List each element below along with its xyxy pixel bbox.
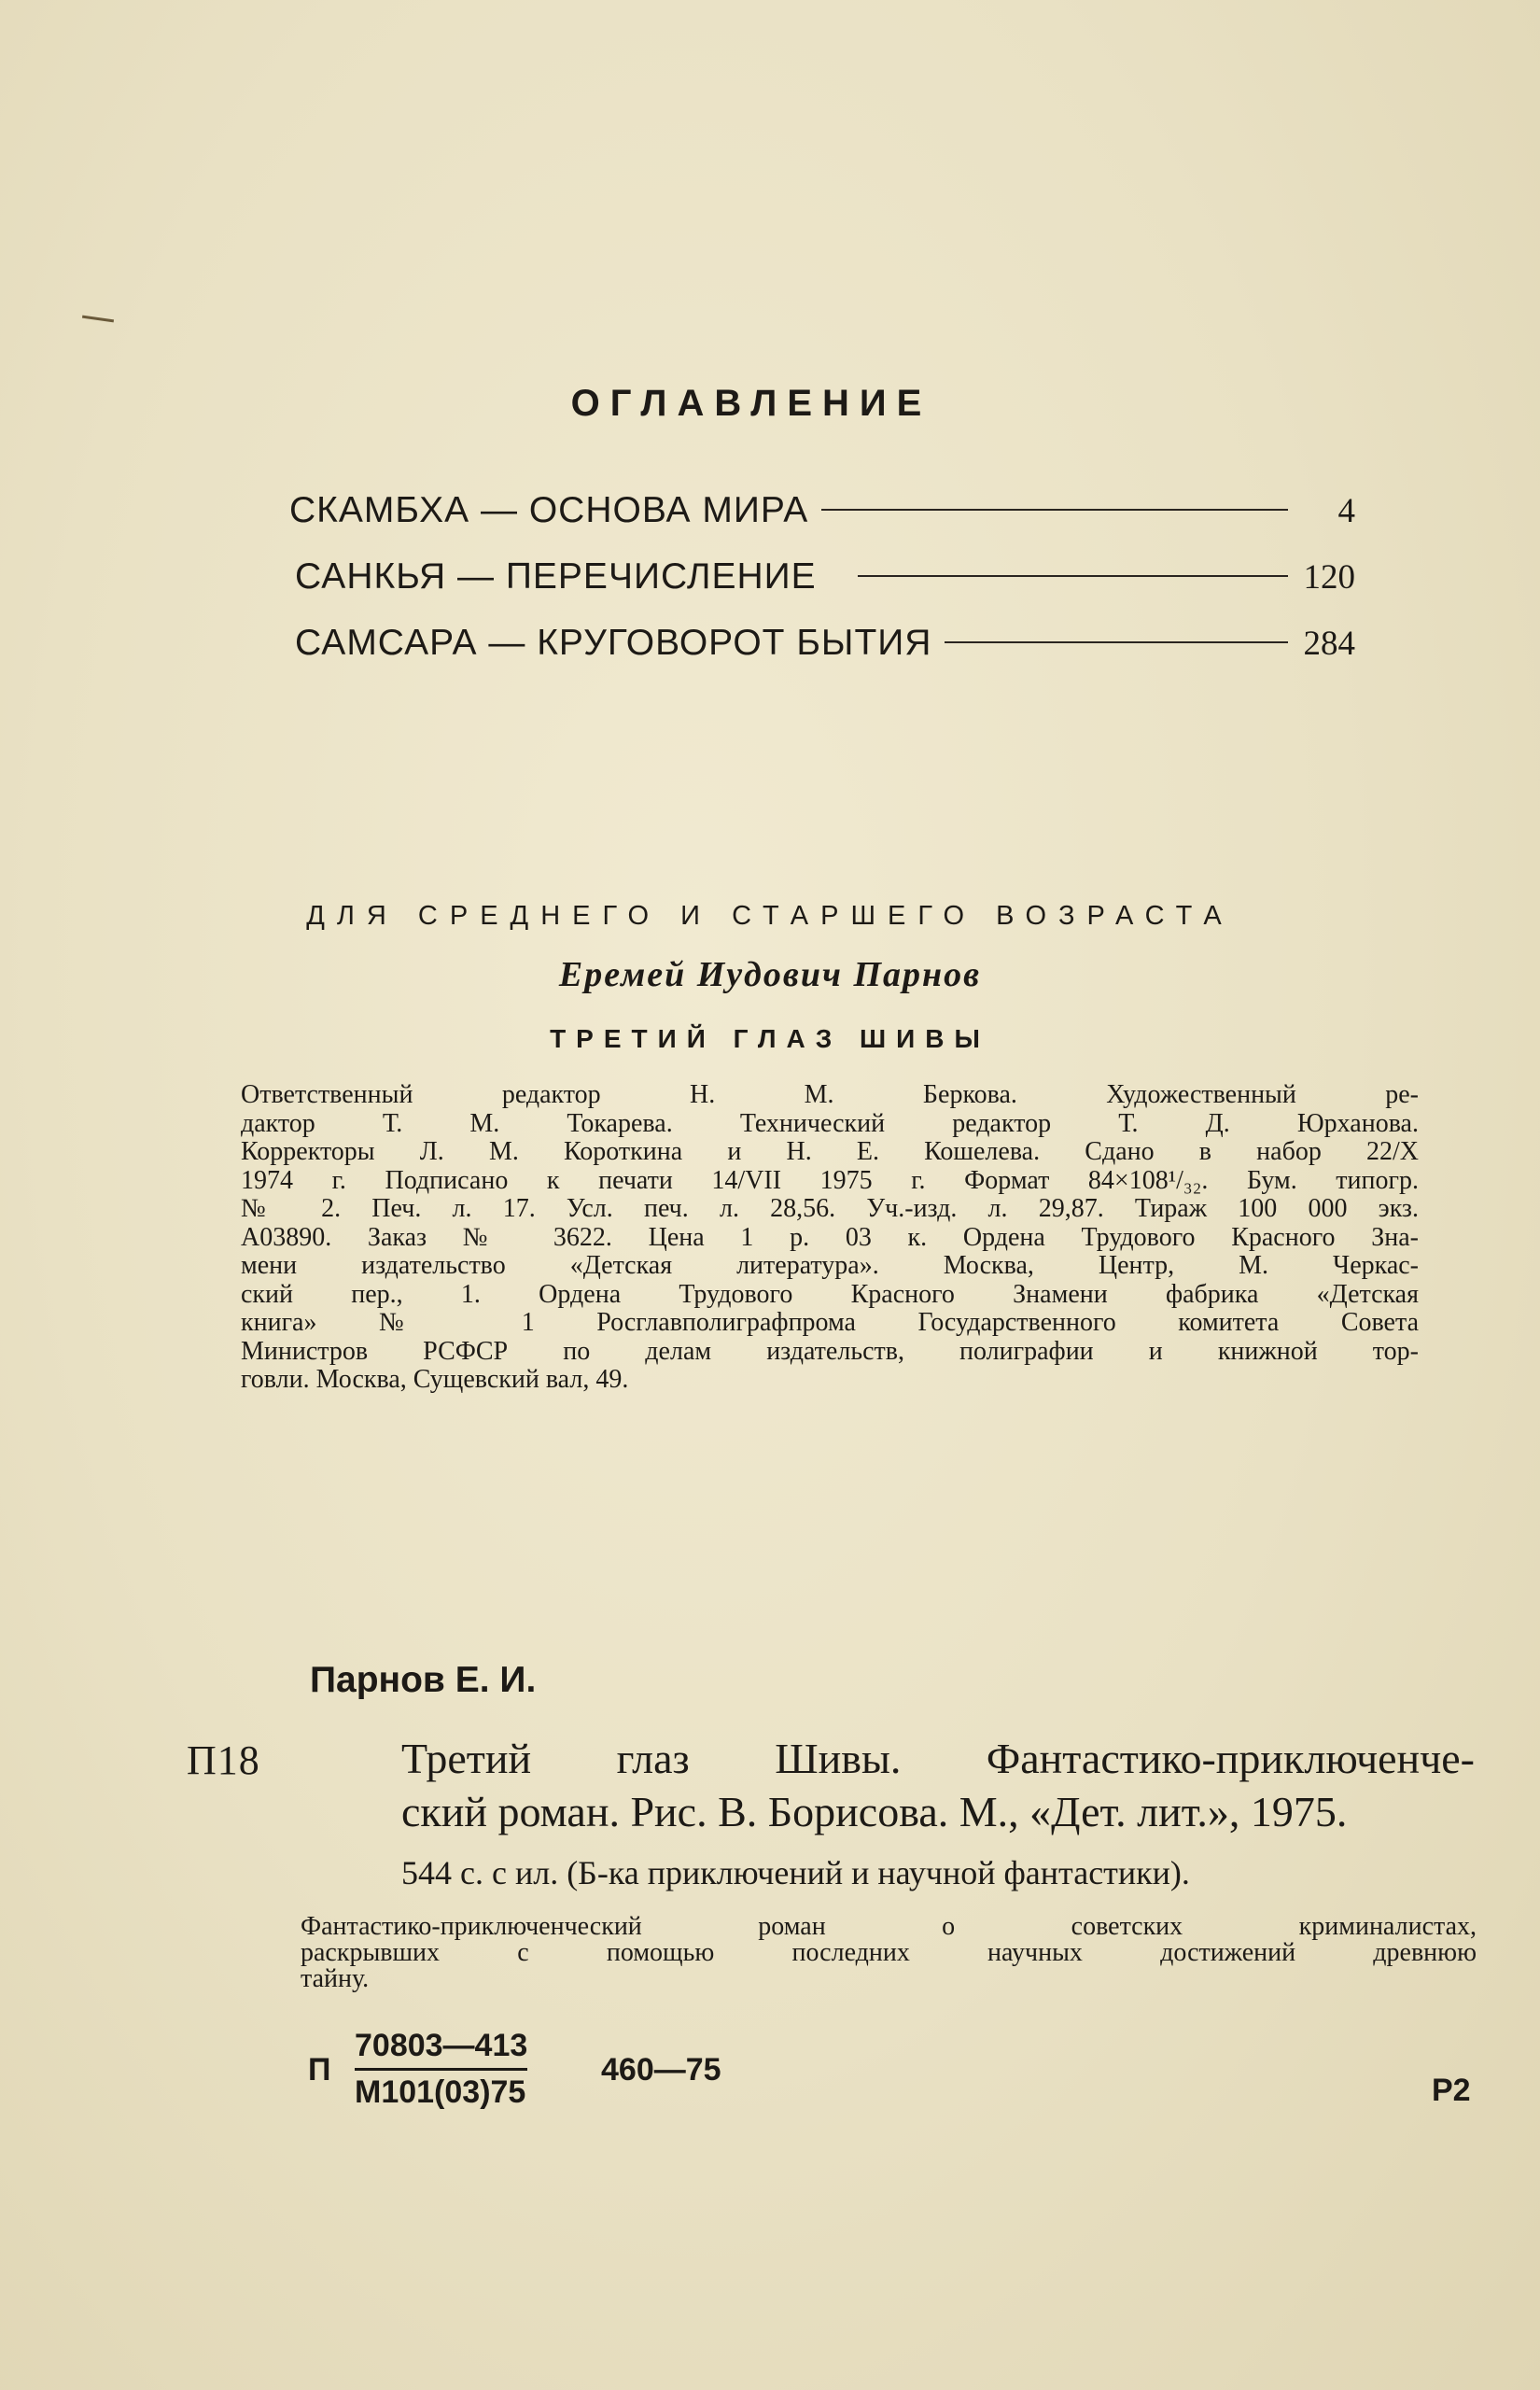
toc-entry[interactable]: [295, 556, 1355, 603]
catalog-pages: 544 с. с ил. (Б-ка приключений и научной фантастики).: [401, 1854, 1190, 1891]
colophon-book-title: ТРЕТИЙ ГЛАЗ ШИВЫ: [550, 1024, 990, 1053]
imprint-line: ский пер., 1. Ордена Трудового Красного Знамени фабрика «Детская: [241, 1279, 1419, 1309]
toc-entry-page: 120: [1303, 558, 1355, 597]
classification-code: Р2: [1432, 2073, 1471, 2108]
imprint-line: Министров РСФСР по делам издательств, полиграфии и книжной тор-: [241, 1336, 1419, 1366]
toc-entry-label: САМСАРА — КРУГОВОРОТ БЫТИЯ: [295, 623, 932, 663]
imprint-line: мени издательство «Детская литература». Москва, Центр, М. Черкас-: [241, 1251, 1419, 1280]
index-numerator: 70803—413: [355, 2028, 527, 2071]
index-denominator: М101(03)75: [355, 2074, 526, 2110]
annotation-line: тайну.: [301, 1964, 370, 1993]
imprint-line: книга» № 1 Росглавполиграфпрома Государственного комитета Совета: [241, 1308, 1419, 1337]
imprint-block: [241, 1081, 1419, 1395]
catalog-annotation: [301, 1914, 1477, 1992]
index-fraction: [355, 2028, 527, 2111]
annotation-line: Фантастико-приключенческий роман о советских криминалистах,: [301, 1912, 1477, 1941]
toc-leader-line: [821, 509, 1288, 511]
imprint-line: 1974 г. Подписано к печати 14/VII 1975 г. Формат 84×108¹/₃₂. Бум. типогр.: [241, 1165, 1419, 1195]
toc-entry[interactable]: [289, 490, 1355, 537]
toc-entry-label: СКАМБХА — ОСНОВА МИРА: [289, 490, 809, 530]
annotation-line: раскрывших с помощью последних научных достижений древнюю: [301, 1938, 1477, 1967]
imprint-line: Ответственный редактор Н. М. Беркова. Художественный ре-: [241, 1080, 1419, 1109]
catalog-author: Парнов Е. И.: [310, 1660, 537, 1700]
imprint-line: А03890. Заказ № 3622. Цена 1 р. 03 к. Ордена Трудового Красного Зна-: [241, 1222, 1419, 1252]
imprint-line: № 2. Печ. л. 17. Усл. печ. л. 28,56. Уч.-изд. л. 29,87. Тираж 100 000 экз.: [241, 1194, 1419, 1223]
toc-entry-page: 284: [1303, 625, 1355, 663]
imprint-line: дактор Т. М. Токарева. Технический редактор Т. Д. Юрханова.: [241, 1108, 1419, 1138]
stain-mark: [82, 316, 114, 323]
imprint-line: Корректоры Л. М. Короткина и Н. Е. Кошелева. Сдано в набор 22/X: [241, 1137, 1419, 1166]
index-price-code: 460—75: [601, 2052, 721, 2088]
catalog-description-line: ский роман. Рис. В. Борисова. М., «Дет. лит.», 1975.: [401, 1788, 1348, 1835]
toc-leader-line: [858, 575, 1288, 577]
toc-title: ОГЛАВЛЕНИЕ: [570, 383, 932, 424]
toc-entry-page: 4: [1337, 492, 1355, 530]
toc-leader-line: [945, 641, 1288, 643]
imprint-line: говли. Москва, Сущевский вал, 49.: [241, 1365, 629, 1394]
catalog-description-line: Третий глаз Шивы. Фантастико-приключенче-: [401, 1735, 1475, 1782]
age-rating: ДЛЯ СРЕДНЕГО И СТАРШЕГО ВОЗРАСТА: [306, 901, 1234, 931]
catalog-description: [401, 1732, 1475, 1838]
colophon-author: Еремей Иудович Парнов: [558, 955, 982, 994]
toc-entry[interactable]: [295, 623, 1355, 669]
toc-entry-label: САНКЬЯ — ПЕРЕЧИСЛЕНИЕ: [295, 556, 817, 597]
catalog-code: П18: [187, 1737, 260, 1783]
index-letter: П: [308, 2052, 331, 2088]
